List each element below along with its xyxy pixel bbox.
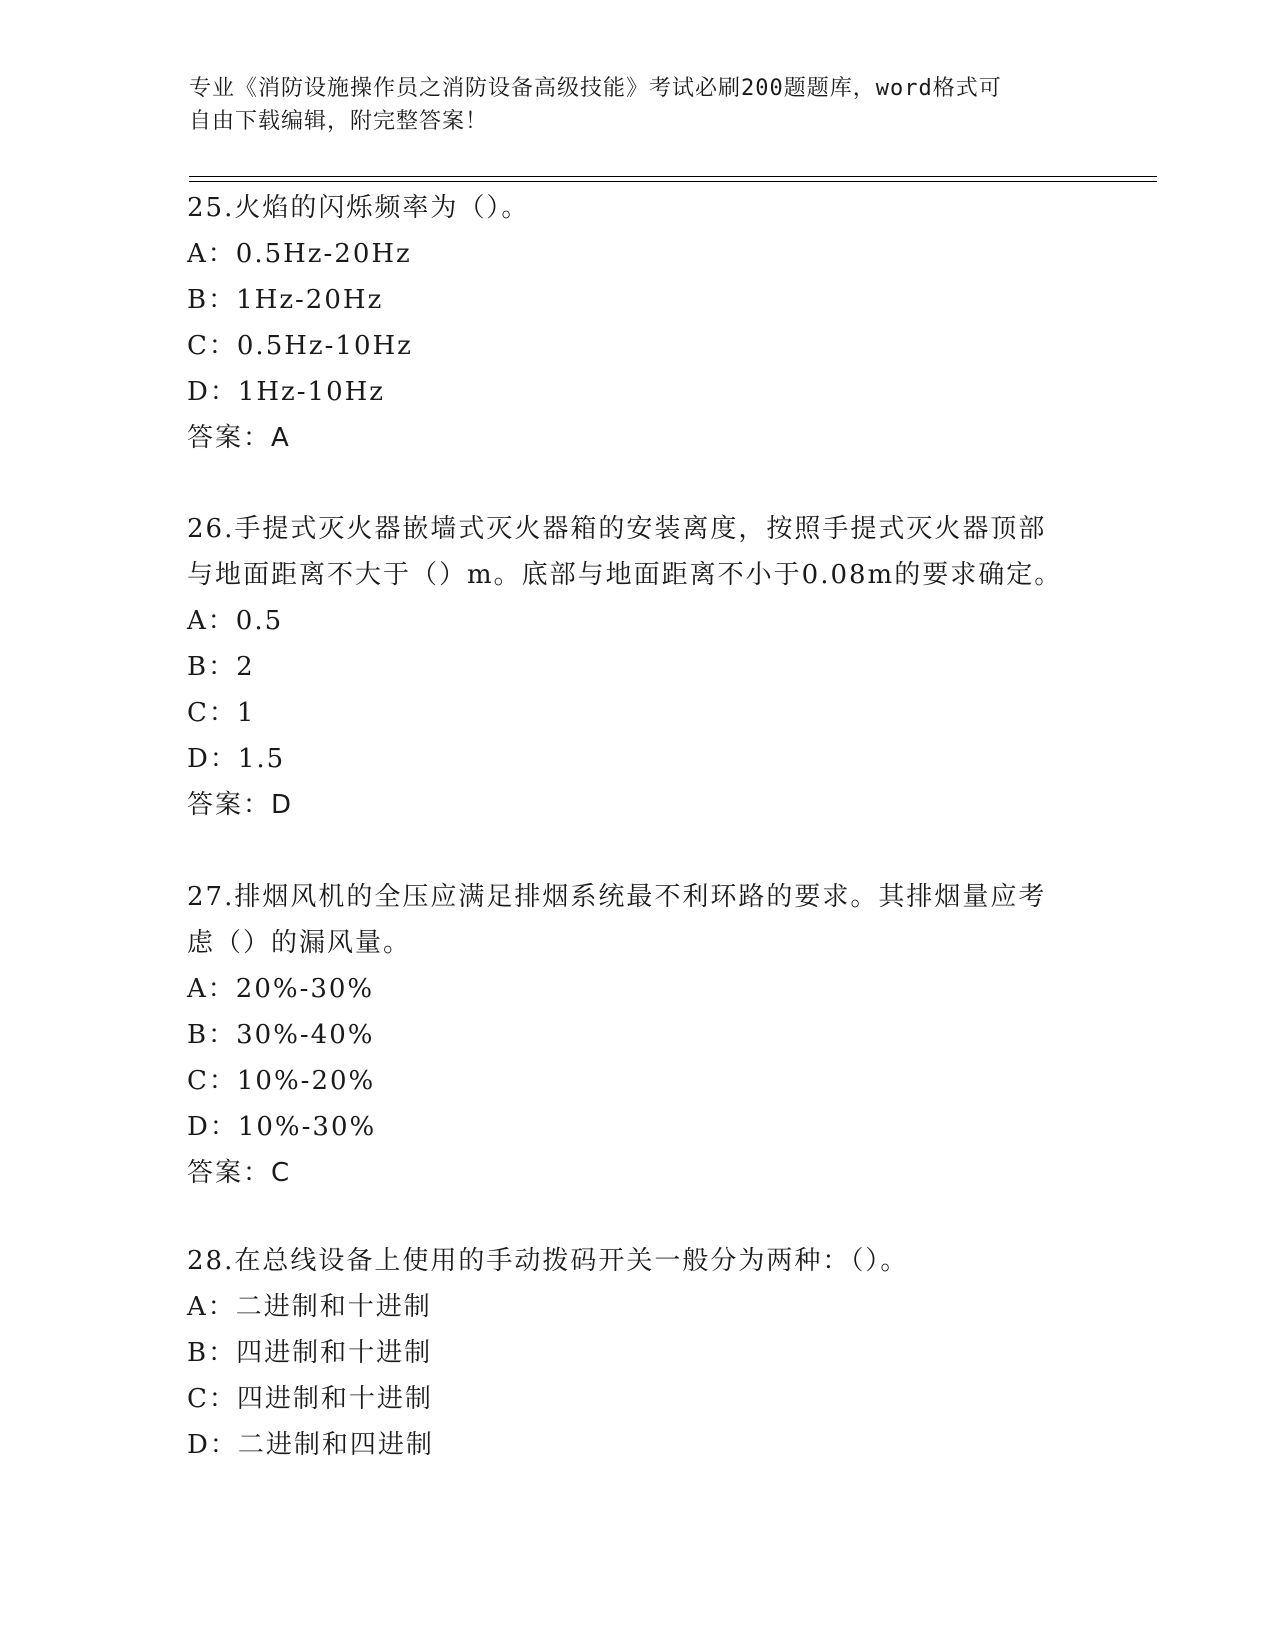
header-line-1: 专业《消防设施操作员之消防设备高级技能》考试必刷200题题库，word格式可	[189, 76, 1002, 101]
header-divider-top	[189, 176, 1157, 177]
question-28	[187, 1238, 1087, 1468]
option-b: B：1Hz-20Hz	[187, 285, 384, 315]
option-a: A：二进制和十进制	[187, 1292, 432, 1322]
question-stem: 27.排烟风机的全压应满足排烟系统最不利环路的要求。其排烟量应考	[187, 882, 1047, 912]
question-25	[187, 185, 1087, 461]
document-header	[189, 72, 1069, 138]
option-d: D：1.5	[187, 744, 286, 774]
question-27	[187, 874, 1087, 1196]
option-d: D：10%-30%	[187, 1112, 377, 1142]
option-d: D：二进制和四进制	[187, 1430, 434, 1460]
question-stem: 26.手提式灭火器嵌墙式灭火器箱的安装离度，按照手提式灭火器顶部	[187, 514, 1047, 544]
header-line-2: 自由下载编辑，附完整答案！	[189, 109, 489, 134]
question-stem: 28.在总线设备上使用的手动拨码开关一般分为两种：（）。	[187, 1246, 909, 1276]
option-b: B：四进制和十进制	[187, 1338, 433, 1368]
option-a: A：20%-30%	[187, 974, 375, 1004]
answer: 答案：A	[187, 423, 291, 453]
header-divider-bottom	[189, 181, 1157, 182]
option-c: C：0.5Hz-10Hz	[187, 331, 413, 361]
question-stem: 25.火焰的闪烁频率为（）。	[187, 193, 530, 223]
answer: 答案：C	[187, 1158, 292, 1188]
option-a: A：0.5	[187, 606, 284, 636]
question-stem-continued: 与地面距离不大于（）m。底部与地面距离不小于0.08m的要求确定。	[187, 560, 1063, 590]
option-d: D：1Hz-10Hz	[187, 377, 386, 407]
option-b: B：30%-40%	[187, 1020, 375, 1050]
question-stem-continued: 虑（）的漏风量。	[187, 928, 412, 958]
question-26	[187, 506, 1087, 828]
option-c: C：1	[187, 698, 256, 728]
option-a: A：0.5Hz-20Hz	[187, 239, 412, 269]
option-c: C：10%-20%	[187, 1066, 376, 1096]
answer: 答案：D	[187, 790, 294, 820]
option-c: C：四进制和十进制	[187, 1384, 433, 1414]
option-b: B：2	[187, 652, 255, 682]
